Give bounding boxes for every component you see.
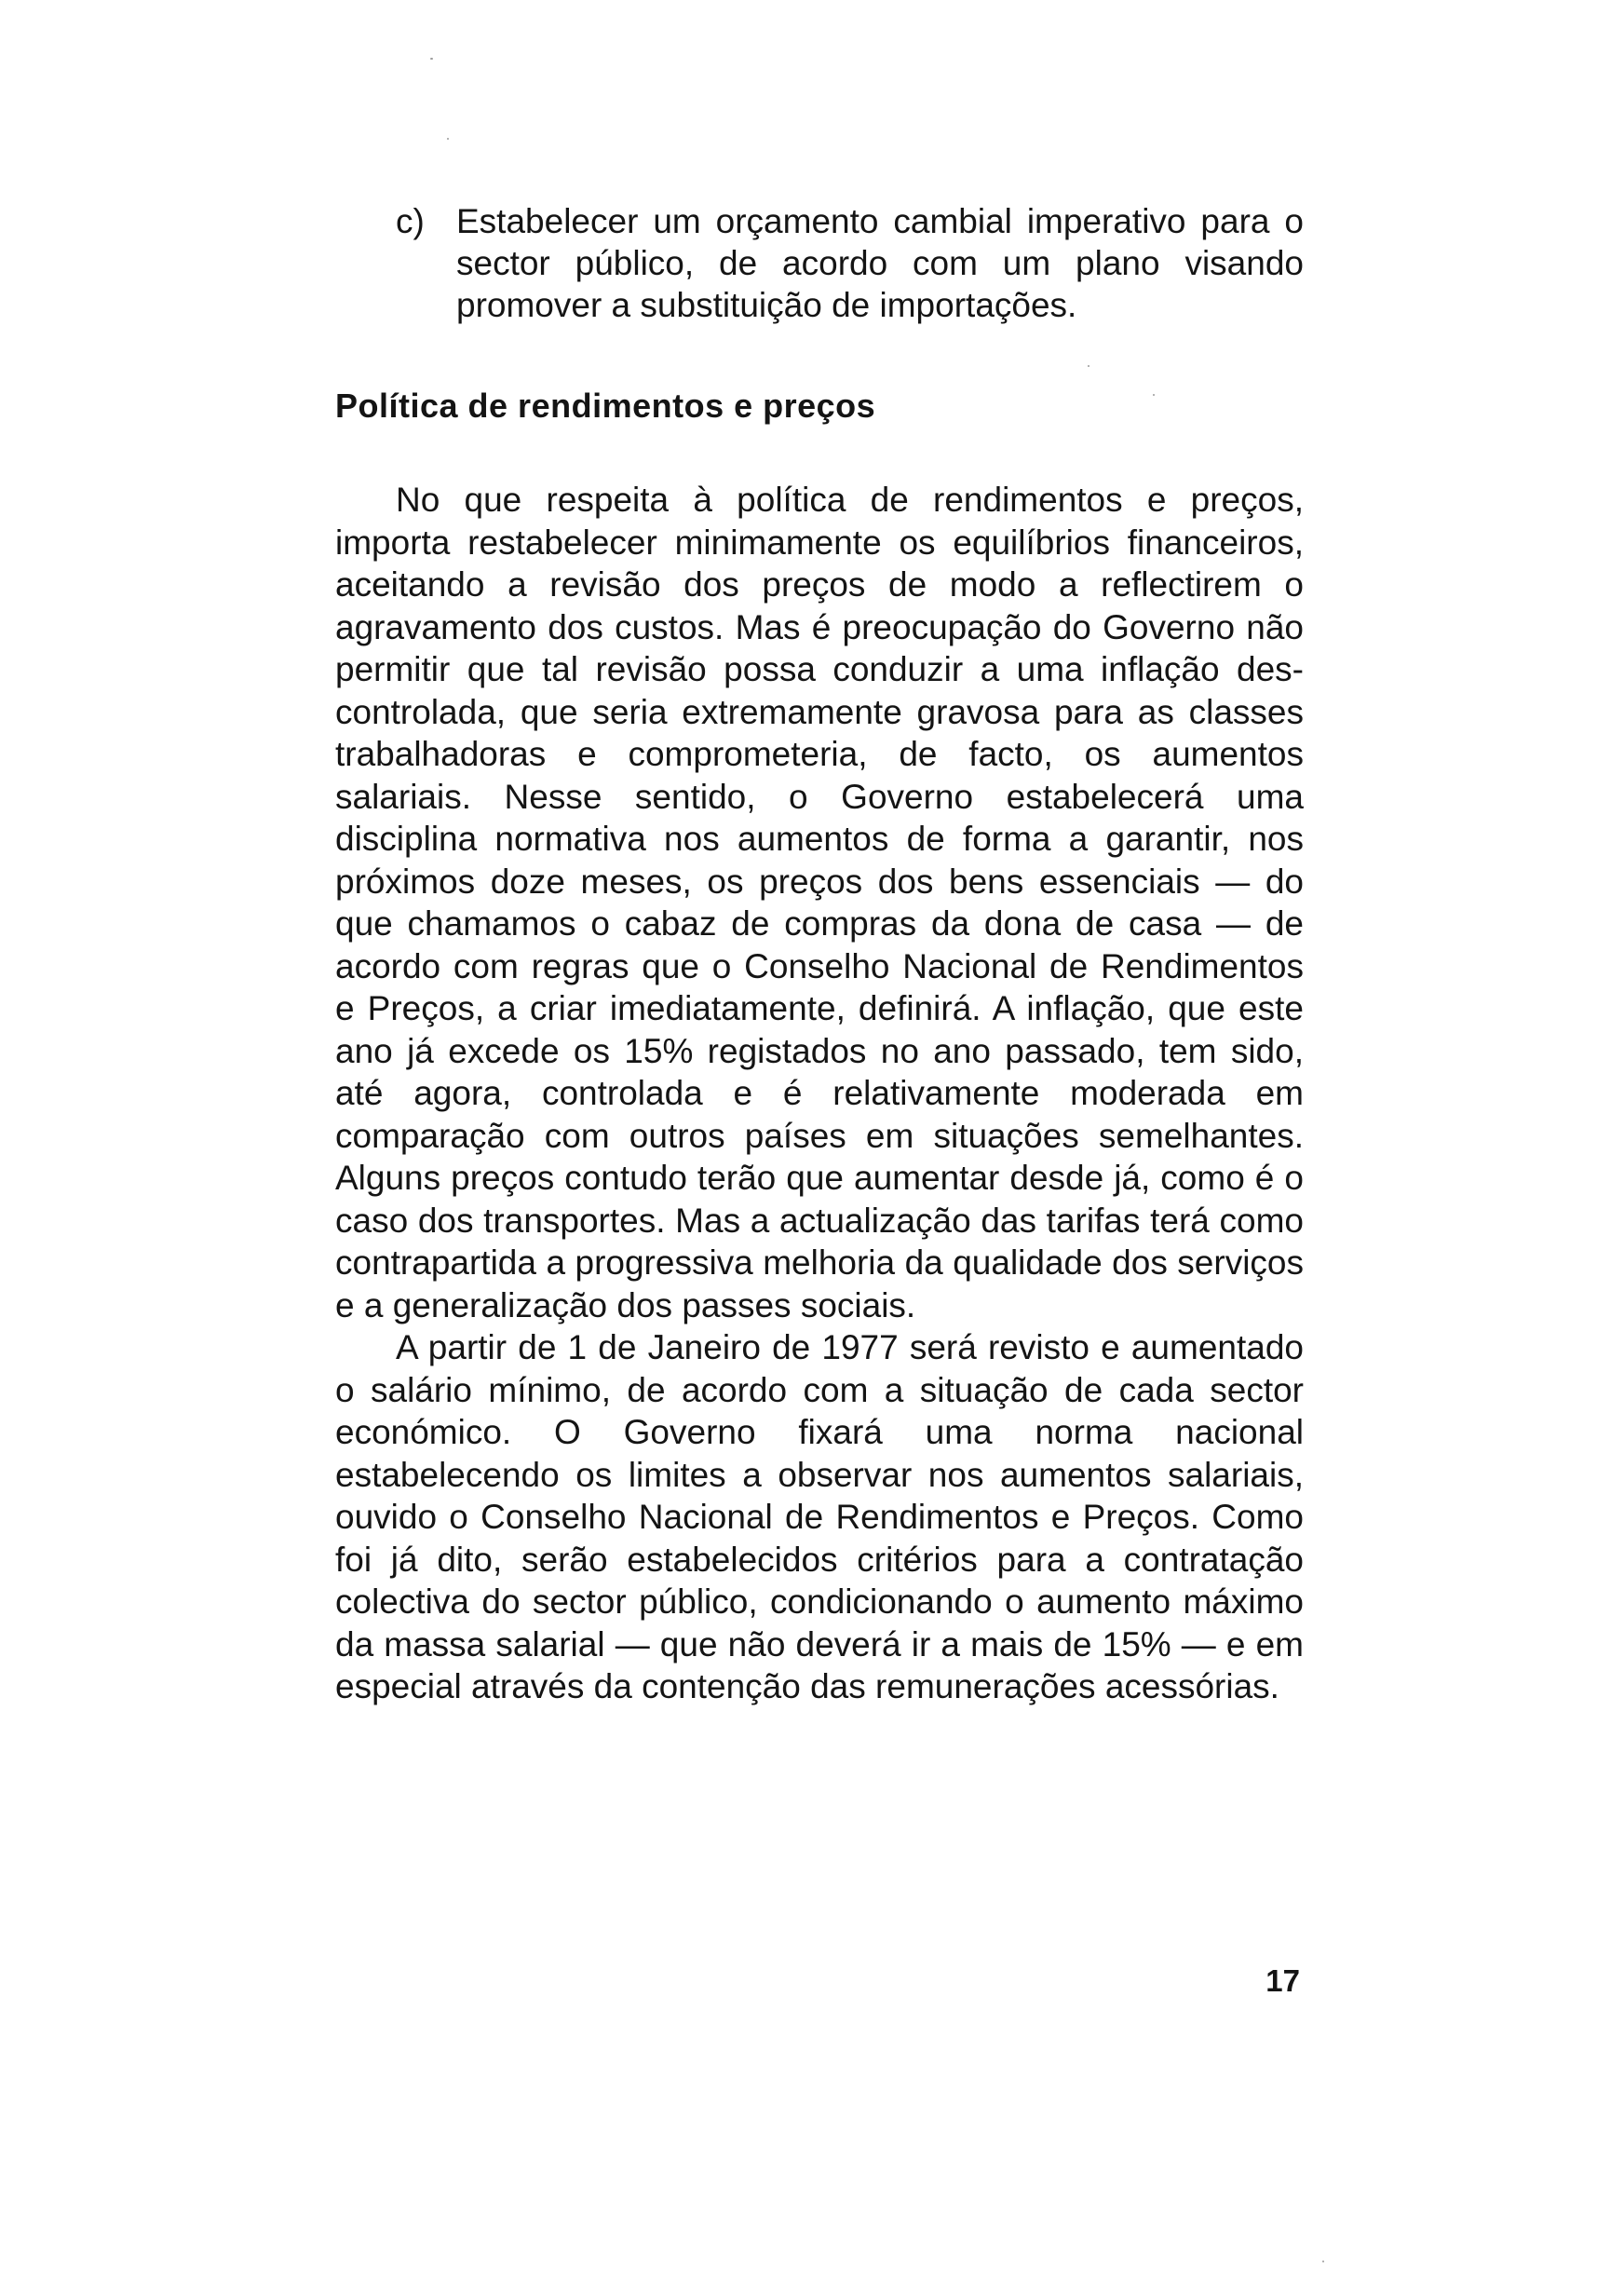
scan-speck xyxy=(430,58,433,60)
paragraph: No que respeita à política de rendimentos e preços, importa restabelecer minimamente os equilíbrios financeiros, aceitando a revisão dos preços de modo a reflectirem o agravamento dos custos. Mas é preocupação do Governo não permitir que tal revisão possa conduzir a uma inflação descontrolada, que seria extremamente gravosa para as classes trabalhadoras e comprometeria, de facto, os aumentos salariais. Nesse sentido, o Governo estabelecerá uma disciplina normativa nos aumentos de forma a garantir, nos próximos doze meses, os preços dos bens essenciais — do que chamamos o cabaz de compras da dona de casa — de acordo com regras que o Conselho Nacional de Rendimentos e Preços, a criar imediatamente, definirá. A inflação, que este ano já excede os 15% registados no ano passado, tem sido, até agora, controlada e é relativamente moderada em comparação com outros países em situações semelhantes. Alguns preços contudo terão que aumentar desde já, como é o caso dos transportes. Mas a actualização das tarifas terá como contrapartida a progressiva melhoria da qualidade dos serviços e a generalização dos passes sociais. xyxy=(335,481,1304,1324)
scan-speck xyxy=(1322,2261,1324,2262)
paragraph: A partir de 1 de Janeiro de 1977 será revisto e aumentado o salário mínimo, de acordo com a situação de cada sector económico. O Governo fixará uma norma nacional estabelecendo os limites a observar nos aumentos salariais, ouvido o Conselho Nacional de Rendimentos e Preços. Como foi já dito, serão estabelecidos critérios para a contratação colectiva do sector público, condicionando o aumento máximo da massa salarial — que não deverá ir a mais de 15% — e em especial através da contenção das remunerações acessórias. xyxy=(335,1328,1304,1705)
page-number: 17 xyxy=(1265,1963,1300,1998)
list-item-c xyxy=(335,200,1304,326)
list-item-text: Estabelecer um orçamento cambial imperativo para o sector público, de acordo com um plano visando promover a substituição de importações. xyxy=(456,202,1304,324)
list-marker: c) xyxy=(396,202,425,240)
text-column xyxy=(335,200,1304,1708)
scan-speck xyxy=(447,138,449,140)
section-heading: Política de rendimentos e preços xyxy=(335,387,876,425)
